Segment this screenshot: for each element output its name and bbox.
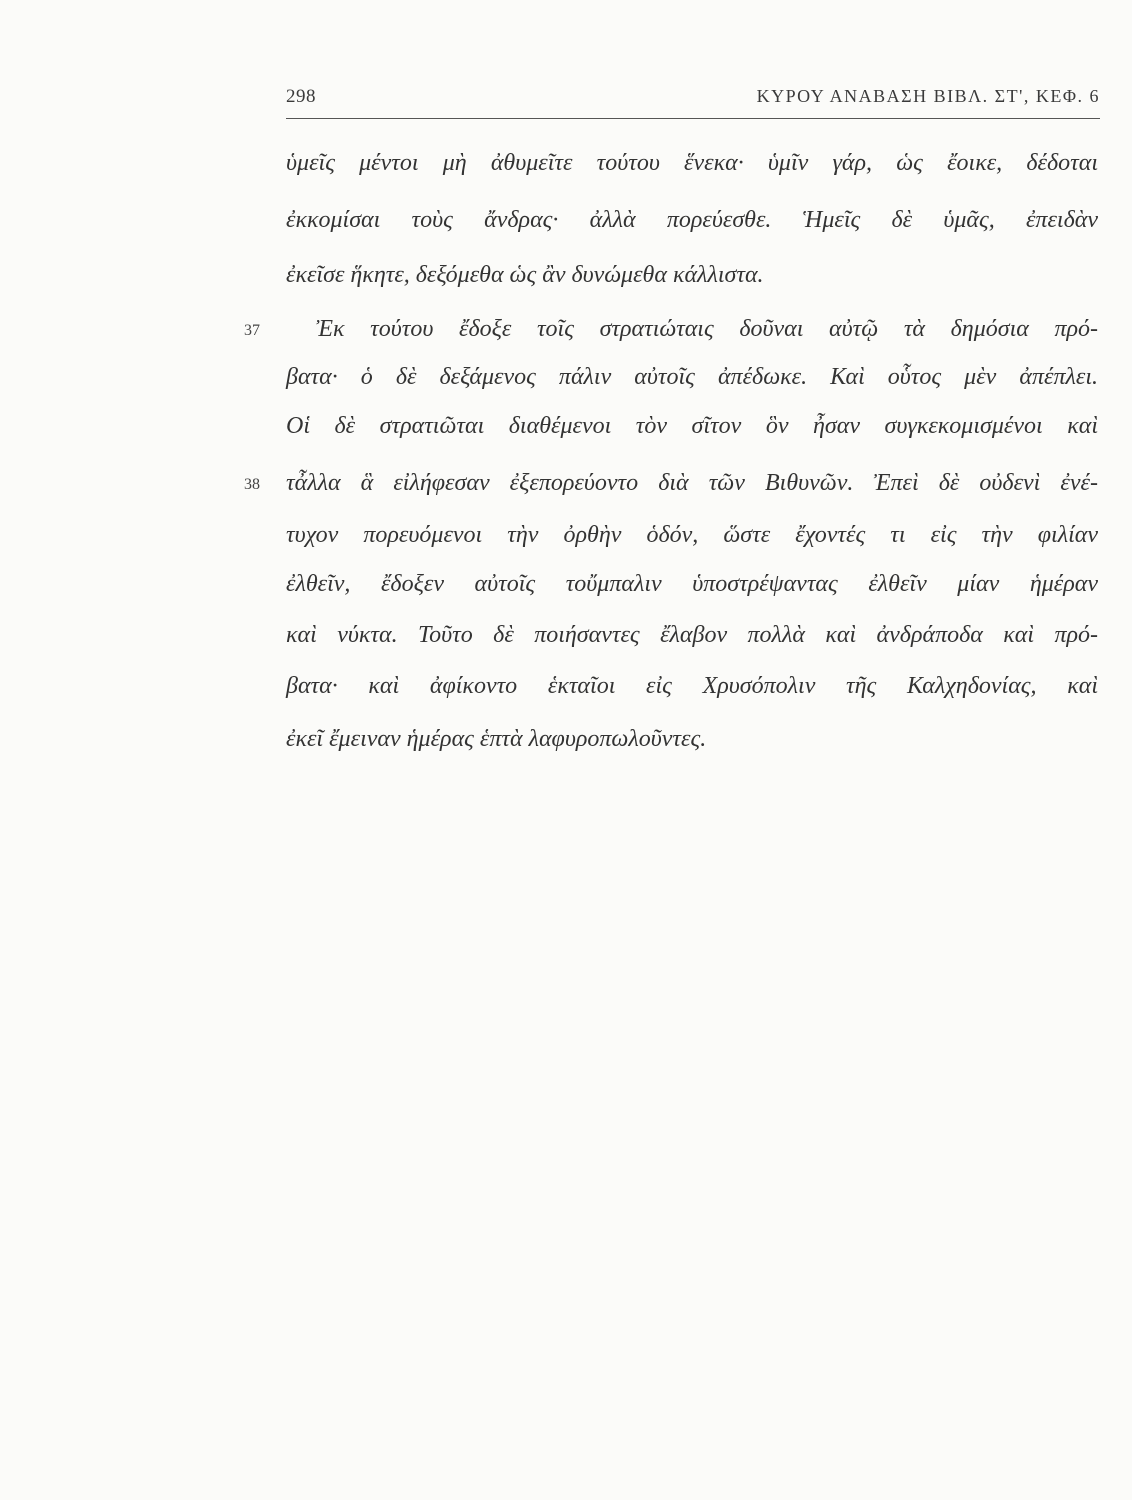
running-head: ΚΥΡΟΥ ΑΝΑΒΑΣΗ ΒΙΒΛ. ΣΤ', ΚΕΦ. 6 xyxy=(756,86,1100,106)
text-line: βατα· ὁ δὲ δεξάμενος πάλιν αὐτοῖς ἀπέδωκε. Καὶ οὗτος μὲν ἀπέπλει. xyxy=(286,364,1098,390)
text-line: βατα· καὶ ἀφίκοντο ἑκταῖοι εἰς Χρυσόπολιν τῆς Καλχηδονίας, καὶ xyxy=(286,673,1098,699)
bleed-through-text xyxy=(270,150,275,173)
text-line: τυχον πορευόμενοι τὴν ὀρθὴν ὁδόν, ὥστε ἔχοντές τι εἰς τὴν φιλίαν xyxy=(286,522,1098,548)
page-number: 298 xyxy=(286,86,316,107)
text-line: ἐκκομίσαι τοὺς ἄνδρας· ἀλλὰ πορεύεσθε. Ἡμεῖς δὲ ὑμᾶς, ἐπειδὰν xyxy=(286,207,1098,233)
text-line: Ἐκ τούτου ἔδοξε τοῖς στρατιώταις δοῦναι αὐτῷ τὰ δημόσια πρό- xyxy=(316,316,1098,342)
text-line: ἐκεῖσε ἥκητε, δεξόμεθα ὡς ἂν δυνώμεθα κάλλιστα. xyxy=(286,262,764,288)
text-line: Οἱ δὲ στρατιῶται διαθέμενοι τὸν σῖτον ὃν ἦσαν συγκεκομισμένοι καὶ xyxy=(286,413,1098,439)
text-line: ἐλθεῖν, ἔδοξεν αὐτοῖς τοὔμπαλιν ὑποστρέψαντας ἐλθεῖν μίαν ἡμέραν xyxy=(286,571,1098,597)
text-line: ὑμεῖς μέντοι μὴ ἀθυμεῖτε τούτου ἕνεκα· ὑμῖν γάρ, ὡς ἔοικε, δέδοται xyxy=(286,150,1098,176)
line-number: 37 xyxy=(244,322,260,339)
line-number: 38 xyxy=(244,476,260,493)
text-line: ἐκεῖ ἔμειναν ἡμέρας ἑπτὰ λαφυροπωλοῦντες. xyxy=(286,726,707,752)
page-header xyxy=(286,82,1100,119)
text-line: τἆλλα ἃ εἰλήφεσαν ἐξεπορεύοντο διὰ τῶν Βιθυνῶν. Ἐπεὶ δὲ οὐδενὶ ἐνέ- xyxy=(286,470,1098,496)
text-line: καὶ νύκτα. Τοῦτο δὲ ποιήσαντες ἔλαβον πολλὰ καὶ ἀνδράποδα καὶ πρό- xyxy=(286,622,1098,648)
